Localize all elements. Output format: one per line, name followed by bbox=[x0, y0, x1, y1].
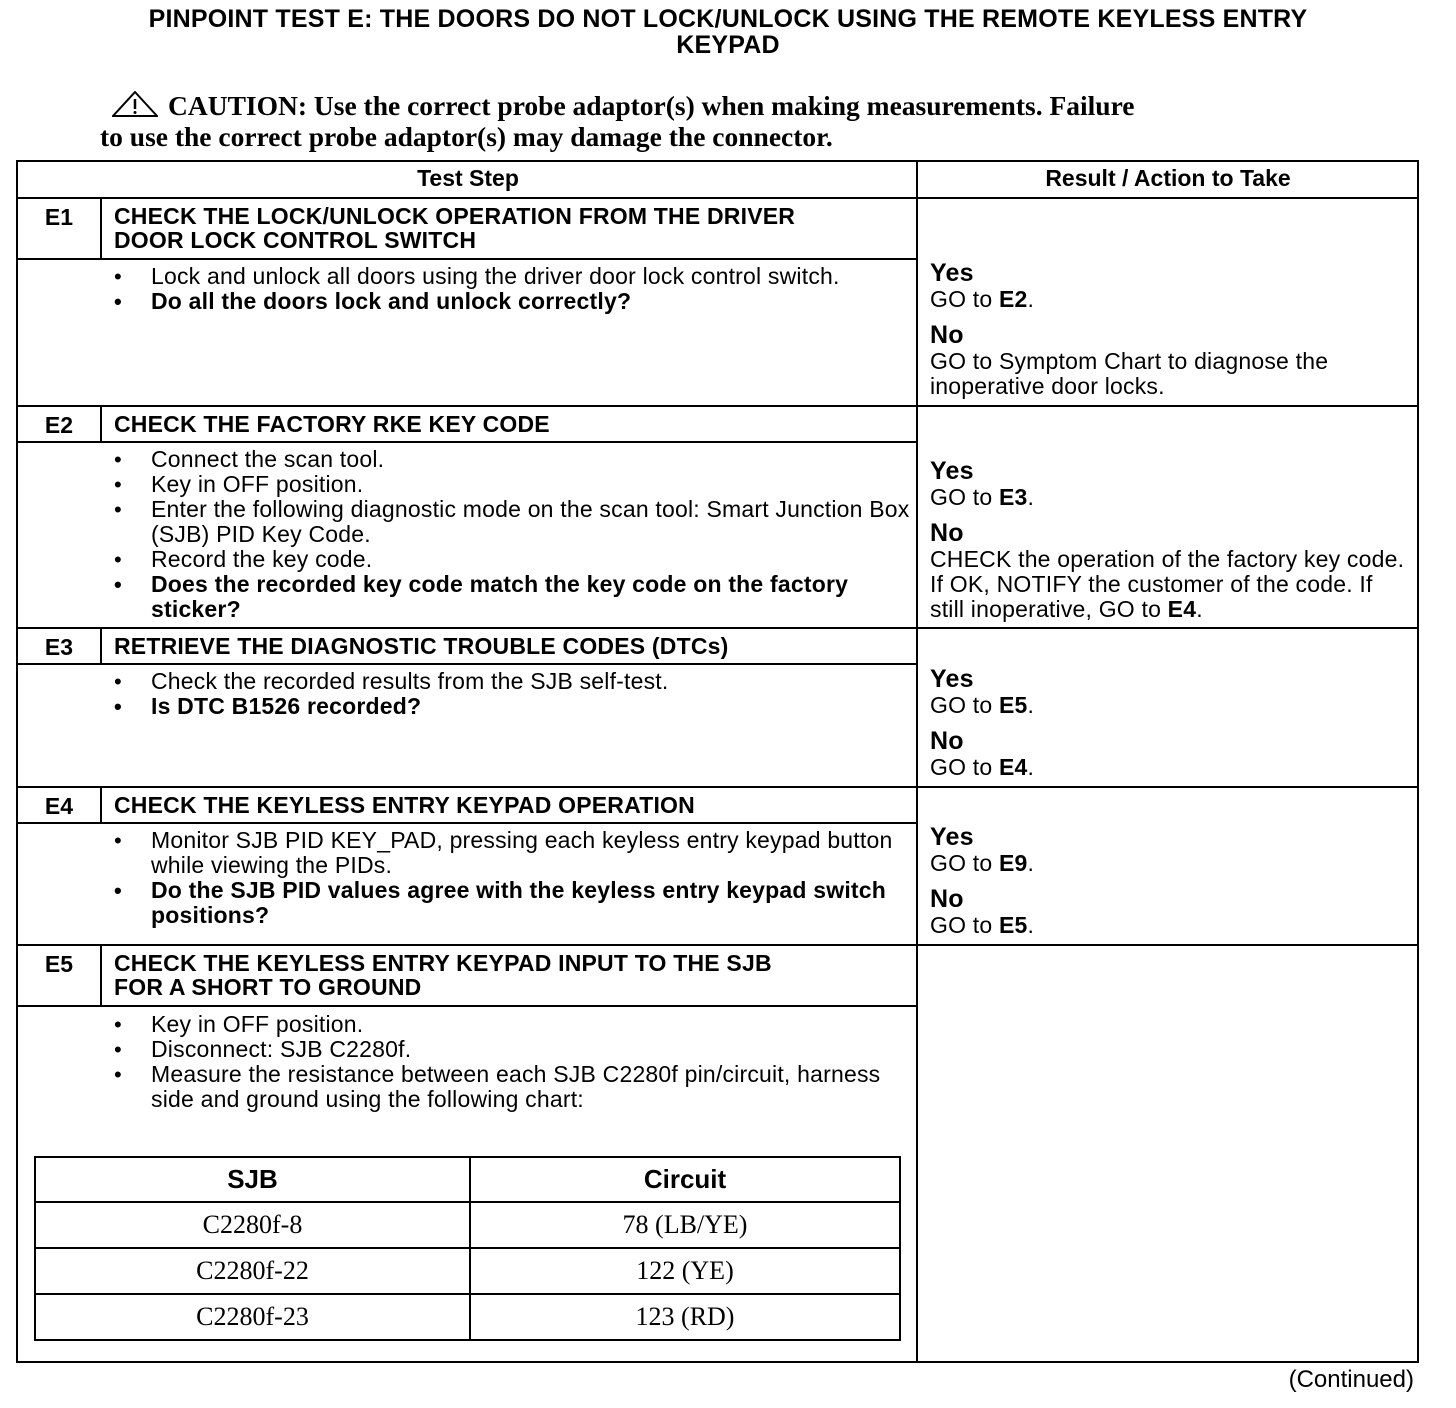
step-heading: RETRIEVE THE DIAGNOSTIC TROUBLE CODES (DTCs) bbox=[114, 633, 729, 659]
bullet-item: • Lock and unlock all doors using the driver door lock control switch. bbox=[114, 264, 914, 289]
id-divider-e3 bbox=[100, 628, 102, 665]
row-separator bbox=[18, 197, 1418, 199]
pin-chart-header: Circuit bbox=[470, 1157, 900, 1202]
warning-triangle-icon bbox=[112, 91, 158, 117]
step-id: E2 bbox=[44, 412, 74, 438]
step-id: E5 bbox=[44, 951, 74, 977]
yes-label: Yes bbox=[930, 823, 974, 851]
yes-action: GO to E9. bbox=[930, 850, 1035, 876]
bullet-question: • Does the recorded key code match the key code on the factory sticker? bbox=[114, 572, 914, 622]
step-id: E4 bbox=[44, 793, 74, 819]
yes-label: Yes bbox=[930, 665, 974, 693]
circuit-cell: 123 (RD) bbox=[470, 1294, 900, 1340]
no-action: GO to Symptom Chart to diagnose the inoperative door locks. bbox=[930, 348, 1329, 399]
page-title bbox=[0, 6, 1456, 58]
pin-cell: C2280f-23 bbox=[35, 1294, 470, 1340]
row-separator bbox=[18, 627, 1418, 629]
table-row bbox=[35, 1202, 900, 1248]
step-id: E1 bbox=[44, 204, 74, 230]
id-divider-e2 bbox=[100, 406, 102, 443]
row-separator bbox=[18, 786, 1418, 788]
pin-cell: C2280f-8 bbox=[35, 1202, 470, 1248]
step-result bbox=[930, 824, 1410, 938]
caution-line-2: to use the correct probe adaptor(s) may damage the connector. bbox=[100, 121, 833, 152]
step-id: E3 bbox=[44, 634, 74, 660]
yes-label: Yes bbox=[930, 457, 974, 485]
step-heading: CHECK THE LOCK/UNLOCK OPERATION FROM THE DRIVER DOOR LOCK CONTROL SWITCH bbox=[114, 203, 796, 253]
bullet-question: • Do the SJB PID values agree with the keyless entry keypad switch positions? bbox=[114, 878, 914, 928]
heading-separator bbox=[18, 441, 918, 443]
bullet-question: • Do all the doors lock and unlock correctly? bbox=[114, 289, 914, 314]
pin-chart-header: SJB bbox=[35, 1157, 470, 1202]
bullet-item: • Check the recorded results from the SJB self-test. bbox=[114, 669, 914, 694]
step-bullets bbox=[114, 447, 914, 622]
bullet-item: • Key in OFF position. bbox=[114, 472, 914, 497]
heading-separator bbox=[18, 1005, 918, 1007]
step-result bbox=[930, 458, 1410, 622]
table-row bbox=[35, 1248, 900, 1294]
row-separator bbox=[18, 944, 1418, 946]
id-divider-e4 bbox=[100, 787, 102, 824]
step-heading: CHECK THE KEYLESS ENTRY KEYPAD OPERATION bbox=[114, 792, 695, 818]
heading-separator bbox=[18, 822, 918, 824]
id-divider-e5 bbox=[100, 945, 102, 1007]
id-divider-e1 bbox=[100, 198, 102, 260]
heading-separator bbox=[18, 663, 918, 665]
yes-action: GO to E3. bbox=[930, 484, 1035, 510]
bullet-item: • Monitor SJB PID KEY_PAD, pressing each keyless entry keypad button while viewing the PIDs. bbox=[114, 828, 914, 878]
pin-cell: C2280f-22 bbox=[35, 1248, 470, 1294]
header-result-action: Result / Action to Take bbox=[1045, 165, 1291, 191]
title-line-1: PINPOINT TEST E: THE DOORS DO NOT LOCK/UNLOCK USING THE REMOTE KEYLESS ENTRY bbox=[148, 5, 1308, 33]
step-bullets bbox=[114, 1012, 914, 1112]
bullet-item: • Disconnect: SJB C2280f. bbox=[114, 1037, 914, 1062]
step-bullets bbox=[114, 264, 914, 314]
title-line-2: KEYPAD bbox=[676, 31, 780, 59]
yes-action: GO to E2. bbox=[930, 286, 1035, 312]
step-bullets bbox=[114, 669, 914, 719]
yes-label: Yes bbox=[930, 259, 974, 287]
no-label: No bbox=[930, 727, 964, 755]
no-label: No bbox=[930, 885, 964, 913]
bullet-item: • Key in OFF position. bbox=[114, 1012, 914, 1037]
step-heading: CHECK THE FACTORY RKE KEY CODE bbox=[114, 411, 550, 437]
circuit-cell: 78 (LB/YE) bbox=[470, 1202, 900, 1248]
step-result bbox=[930, 260, 1410, 399]
column-divider bbox=[916, 162, 918, 1362]
step-heading: CHECK THE KEYLESS ENTRY KEYPAD INPUT TO THE SJB FOR A SHORT TO GROUND bbox=[114, 950, 772, 1000]
heading-separator bbox=[18, 258, 918, 260]
no-action: CHECK the operation of the factory key code. If OK, NOTIFY the customer of the code. If still inoperative, GO to E4. bbox=[930, 546, 1405, 622]
bullet-item: • Connect the scan tool. bbox=[114, 447, 914, 472]
no-label: No bbox=[930, 321, 964, 349]
yes-action: GO to E5. bbox=[930, 692, 1035, 718]
pinpoint-test-table bbox=[16, 160, 1419, 1363]
bullet-item: • Record the key code. bbox=[114, 547, 914, 572]
continued-label: (Continued) bbox=[1288, 1366, 1414, 1393]
pin-circuit-chart bbox=[34, 1156, 901, 1341]
row-separator bbox=[18, 405, 1418, 407]
table-row bbox=[35, 1294, 900, 1340]
circuit-cell: 122 (YE) bbox=[470, 1248, 900, 1294]
bullet-item: • Enter the following diagnostic mode on the scan tool: Smart Junction Box (SJB) PID Key Code. bbox=[114, 497, 914, 547]
bullet-question: • Is DTC B1526 recorded? bbox=[114, 694, 914, 719]
pin-chart-header-row bbox=[35, 1157, 900, 1202]
caution-notice bbox=[100, 90, 1320, 152]
caution-line-1: CAUTION: Use the correct probe adaptor(s) when making measurements. Failure bbox=[168, 90, 1135, 121]
step-bullets bbox=[114, 828, 914, 928]
no-action: GO to E5. bbox=[930, 912, 1035, 938]
no-action: GO to E4. bbox=[930, 754, 1035, 780]
step-result bbox=[930, 666, 1410, 780]
bullet-item: • Measure the resistance between each SJB C2280f pin/circuit, harness side and ground using the following chart: bbox=[114, 1062, 914, 1112]
no-label: No bbox=[930, 519, 964, 547]
header-test-step: Test Step bbox=[417, 165, 519, 191]
